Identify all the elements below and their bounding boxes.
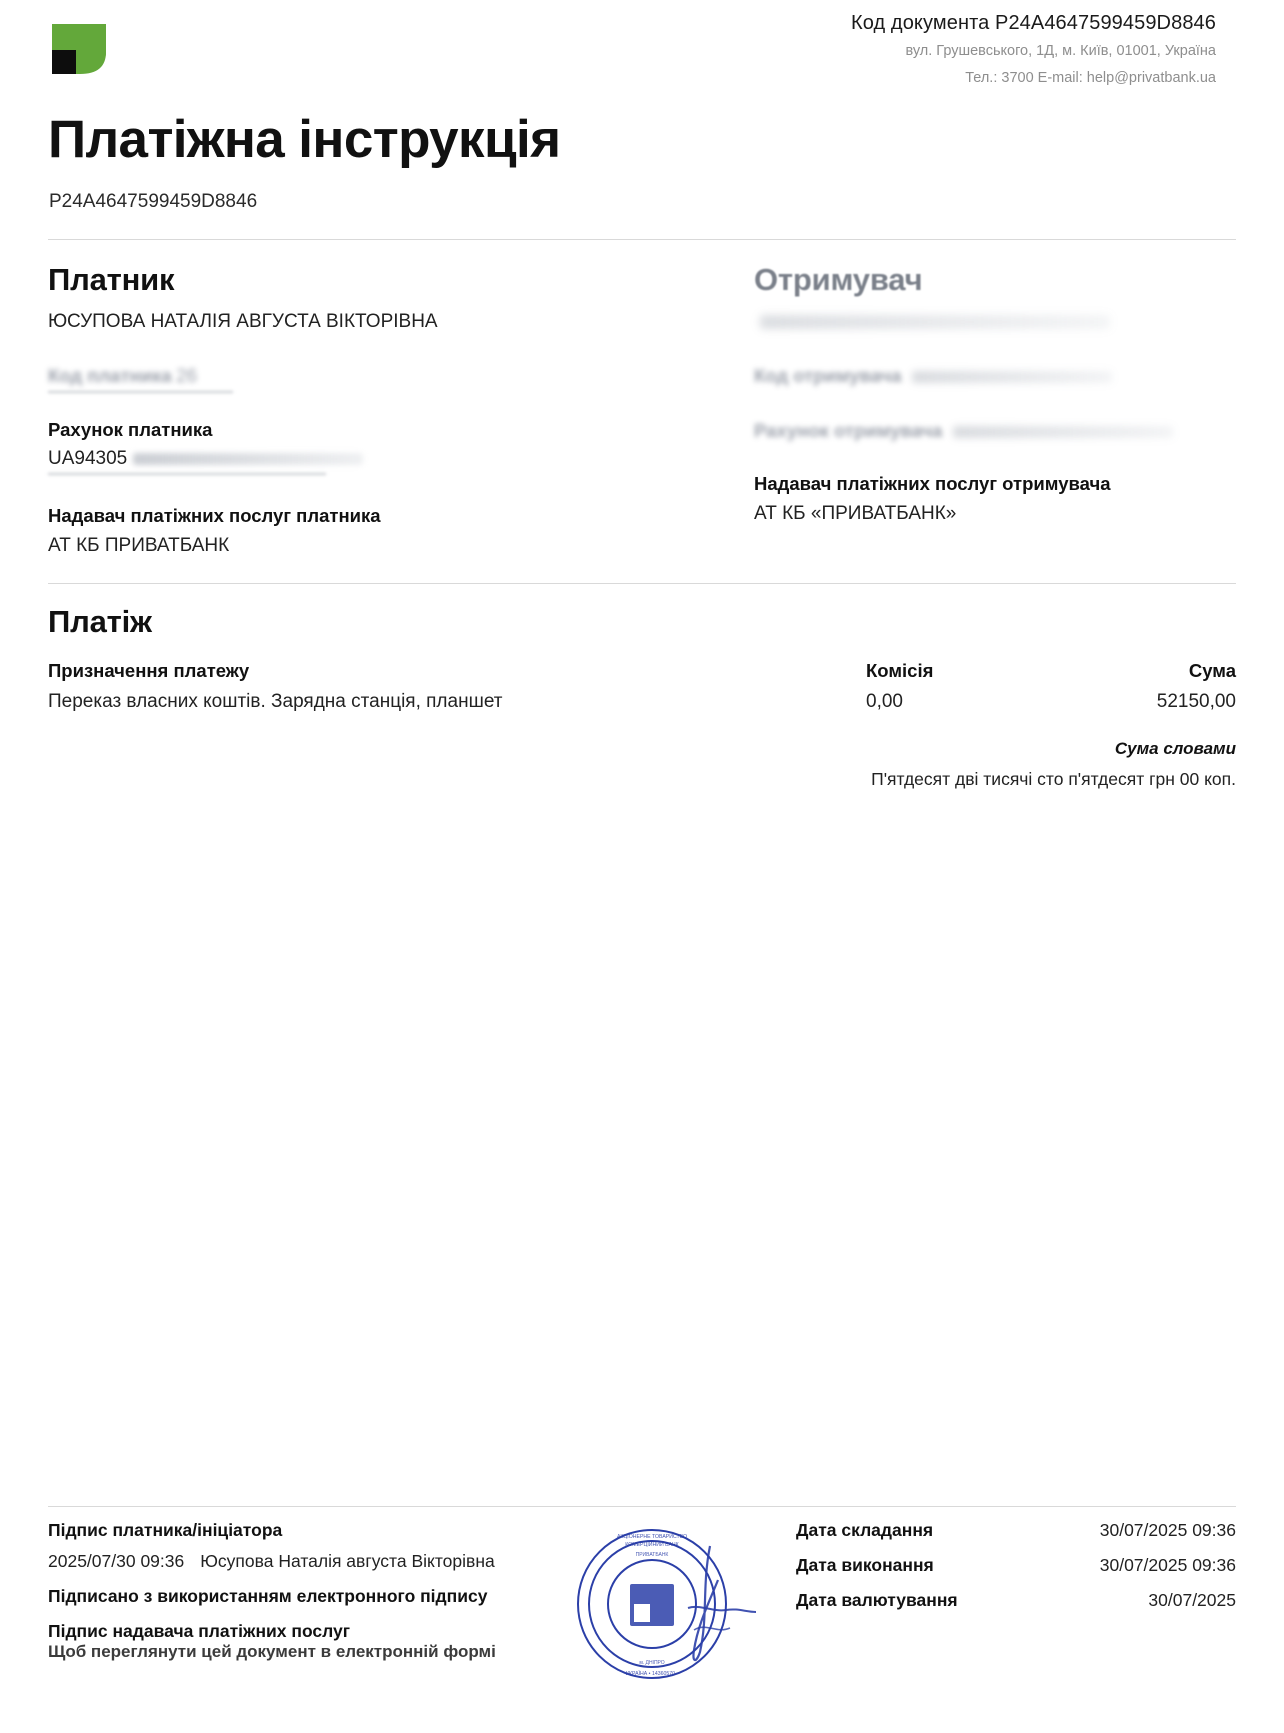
- payment-amount-value: 52150,00: [1156, 691, 1236, 713]
- payer-account-value: [48, 448, 602, 470]
- receiver-name: [754, 311, 1110, 333]
- amount-words-label: Сума словами: [1114, 739, 1236, 759]
- date-label: Дата складання: [796, 1520, 934, 1540]
- svg-text:АКЦІОНЕРНЕ ТОВАРИСТВО: АКЦІОНЕРНЕ ТОВАРИСТВО: [616, 1534, 688, 1540]
- date-value: 30/07/2025: [1148, 1590, 1236, 1610]
- payer-heading: Платник: [48, 262, 175, 298]
- provider-signature-label: Підпис надавача платіжних послуг: [48, 1621, 351, 1641]
- receiver-code-value: [906, 366, 1112, 388]
- payment-heading: Платіж: [48, 604, 152, 640]
- column-header-fee: Комісія: [866, 660, 934, 682]
- receiver-heading: Отримувач: [754, 262, 923, 298]
- receiver-code-label: Код отримувача: [754, 365, 902, 387]
- payer-account-value-text: UA94305: [48, 448, 128, 470]
- payment-table-row: [0, 691, 1284, 713]
- date-row: [796, 1555, 1236, 1576]
- bank-contacts: Тел.: 3700 E-mail: help@privatbank.ua: [965, 70, 1216, 87]
- privatbank-logo-icon: [50, 22, 108, 76]
- payer-code-value: 26: [176, 366, 198, 388]
- document-meta: [851, 12, 1216, 89]
- dates-block: [796, 1520, 1236, 1611]
- divider-middle: [48, 583, 1236, 584]
- date-value: 30/07/2025 09:36: [1099, 1520, 1236, 1540]
- payer-signature-name: Юсупова Наталія августа Вікторівна: [200, 1551, 495, 1571]
- document-header: [0, 0, 1284, 96]
- payer-code-redaction: [48, 391, 233, 393]
- receiver-block: [642, 262, 1236, 557]
- payer-name: ЮСУПОВА НАТАЛІЯ АВГУСТА ВІКТОРІВНА: [48, 311, 438, 333]
- signature-block: [48, 1520, 608, 1642]
- parties-section: [0, 262, 1284, 557]
- page-title: Платіжна інструкція: [48, 110, 561, 169]
- receiver-name-redaction: [760, 315, 1110, 329]
- payer-provider: [48, 505, 602, 557]
- date-label: Дата виконання: [796, 1555, 934, 1575]
- payer-signature-label: Підпис платника/ініціатора: [48, 1520, 283, 1540]
- receiver-account-label: Рахунок отримувача: [754, 420, 943, 442]
- payer-account-field: [48, 419, 602, 475]
- column-header-purpose: Призначення платежу: [48, 660, 250, 682]
- payer-code-field: [48, 359, 602, 393]
- date-row: [796, 1520, 1236, 1541]
- column-header-amount: Сума: [1188, 660, 1236, 682]
- divider-footer: [48, 1506, 1236, 1507]
- payer-account-underline-redaction: [48, 473, 326, 475]
- date-row: [796, 1590, 1236, 1611]
- payer-signature-line: [48, 1551, 608, 1572]
- payer-account-label: [48, 419, 602, 441]
- date-label: Дата валютування: [796, 1590, 958, 1610]
- svg-text:КОМЕРЦІЙНИЙ БАНК: КОМЕРЦІЙНИЙ БАНК: [625, 1542, 679, 1548]
- svg-text:ПРИВАТБАНК: ПРИВАТБАНК: [635, 1552, 669, 1558]
- document-number: P24A4647599459D8846: [49, 191, 258, 213]
- svg-text:УКРАЇНА • 14360570 •: УКРАЇНА • 14360570 •: [625, 1671, 679, 1677]
- payer-code-label: Код платника: [48, 365, 172, 387]
- payer-provider-label: Надавач платіжних послуг платника: [48, 505, 381, 527]
- payment-table-header: [0, 660, 1284, 682]
- payer-block: [48, 262, 642, 557]
- receiver-provider: [754, 473, 1236, 525]
- receiver-provider-value: АТ КБ «ПРИВАТБАНК»: [754, 503, 957, 525]
- payment-fee-value: 0,00: [866, 691, 903, 713]
- payer-account-redaction: [133, 453, 363, 465]
- receiver-account-redaction: [953, 426, 1173, 438]
- payment-purpose-value: Переказ власних коштів. Зарядна станція, планшет: [48, 691, 503, 713]
- date-value: 30/07/2025 09:36: [1099, 1555, 1236, 1575]
- bank-stamp-icon: [560, 1512, 770, 1702]
- document-code: Код документа P24A4647599459D8846: [850, 12, 1216, 34]
- receiver-account-value: [947, 421, 1173, 443]
- esign-note: Підписано з використанням електронного підпису: [48, 1586, 488, 1606]
- electronic-form-note: Щоб переглянути цей документ в електронній формі: [48, 1642, 496, 1661]
- amount-words-value: П'ятдесят дві тисячі сто п'ятдесят грн 00 коп.: [871, 769, 1236, 790]
- payer-provider-value: АТ КБ ПРИВАТБАНК: [48, 535, 230, 557]
- receiver-provider-label: Надавач платіжних послуг отримувача: [754, 473, 1111, 495]
- divider-top: [48, 239, 1236, 240]
- receiver-code-redaction: [912, 371, 1112, 383]
- receiver-code-field: [754, 359, 1236, 388]
- payer-account-label-text: Рахунок платника: [48, 419, 213, 441]
- bank-address: вул. Грушевського, 1Д, м. Київ, 01001, Україна: [905, 43, 1216, 59]
- svg-text:м. ДНІПРО: м. ДНІПРО: [639, 1660, 665, 1666]
- receiver-account-field: [754, 414, 1236, 443]
- payer-signature-datetime: 2025/07/30 09:36: [48, 1551, 185, 1571]
